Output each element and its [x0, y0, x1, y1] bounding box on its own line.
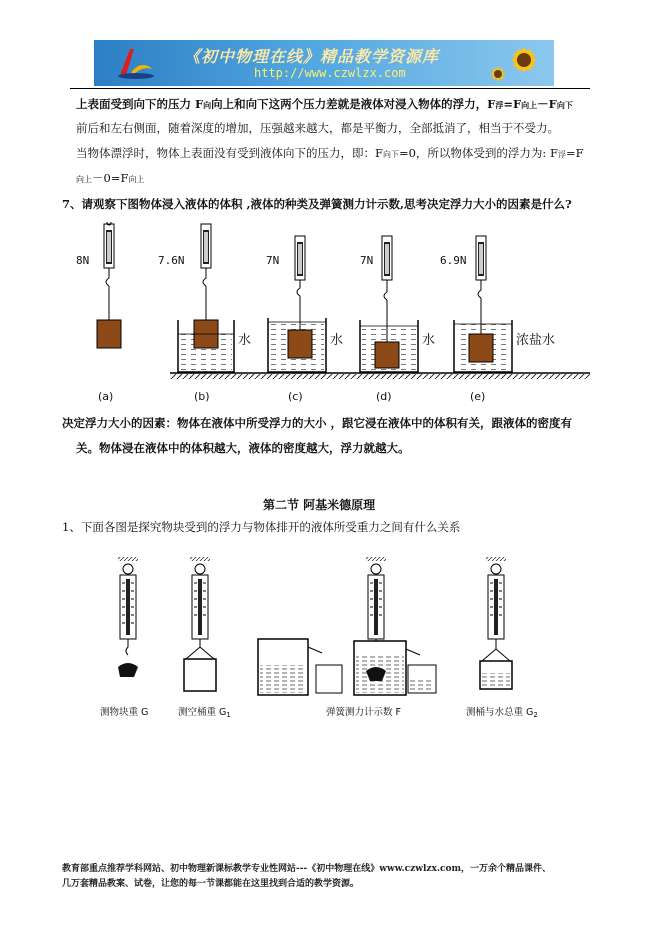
caption-empty-bucket: 测空桶重 $G_1$	[178, 707, 231, 719]
liquid-label-b: 水	[238, 333, 252, 348]
answer-line-2: 关。物体浸在液体中的体积越大，液体的密度越大，浮力就越大。	[76, 441, 410, 455]
caption-weigh-block: 测物块重 G	[100, 707, 149, 718]
liquid-label-c: 水	[330, 333, 344, 348]
balance-a	[97, 222, 121, 348]
reading-d: 7N	[360, 254, 374, 267]
caption-a: (a)	[98, 390, 114, 403]
caption-b: (b)	[194, 390, 210, 403]
question-1: 1、下面各图是探究物块受到的浮力与物体排开的液体所受重力之间有什么关系	[62, 520, 461, 534]
liquid-label-e: 浓盐水	[516, 333, 556, 348]
balance-b	[178, 224, 234, 372]
archimedes-figure	[90, 555, 570, 725]
footer-line-1: 教育部重点推荐学科网站、初中物理新课标教学专业性网站---《初中物理在线》www.czwlzx.com，一万余个精品课件、	[62, 864, 552, 874]
text-line-2: 前后和左右侧面，随着深度的增加，压强越来越大，都是平衡力，全部抵消了，相当于不受力。	[76, 121, 559, 135]
text-line-1: 上表面受到向下的压力 F向向上和向下这两个压力差就是液体对浸入物体的浮力，F浮=F向上－F向下	[76, 97, 573, 111]
caption-d: (d)	[376, 390, 392, 403]
question-7: 7、请观察下图物体浸入液体的体积 ,液体的种类及弹簧测力计示数,思考决定浮力大小的因素是什么?	[62, 197, 572, 211]
footer-line-2: 几万套精品教案、试卷，让您的每一节课都能在这里找到合适的教学资源。	[62, 879, 360, 889]
text-line-3: 当物体漂浮时，物体上表面没有受到液体向下的压力，即：F向下=0，所以物体受到的浮力为: F浮=F	[76, 146, 584, 160]
spring-balance-4	[480, 557, 512, 689]
liquid-label-d: 水	[422, 333, 436, 348]
overflow-setup	[258, 557, 436, 695]
spring-balance-1	[118, 557, 138, 677]
reading-a: 8N	[76, 254, 90, 267]
sunflower-icon	[490, 42, 550, 84]
caption-bucket-water: 测桶与水总重 $G_2$	[466, 707, 538, 719]
reading-c: 7N	[266, 254, 280, 267]
caption-balance-reading: 弹簧测力计示数 F	[326, 707, 401, 718]
site-logo-icon	[116, 45, 156, 81]
caption-e: (e)	[470, 390, 486, 403]
answer-line-1: 决定浮力大小的因素：物体在液体中所受浮力的大小 ，跟它浸在液体中的体积有关，跟液体的密度有	[62, 416, 572, 430]
spring-balance-2	[184, 557, 216, 691]
text-line-4: 向上－0=F向上	[76, 171, 145, 185]
section-title: 第二节 阿基米德原理	[263, 498, 376, 512]
reading-b: 7.6N	[158, 254, 185, 267]
header-banner	[94, 40, 554, 86]
banner-title: 《初中物理在线》精品教学资源库	[184, 47, 440, 66]
buoyancy-figure	[70, 222, 590, 412]
banner-url[interactable]: http://www.czwlzx.com	[254, 66, 406, 80]
caption-c: (c)	[288, 390, 303, 403]
reading-e: 6.9N	[440, 254, 467, 267]
header-rule	[70, 88, 590, 89]
